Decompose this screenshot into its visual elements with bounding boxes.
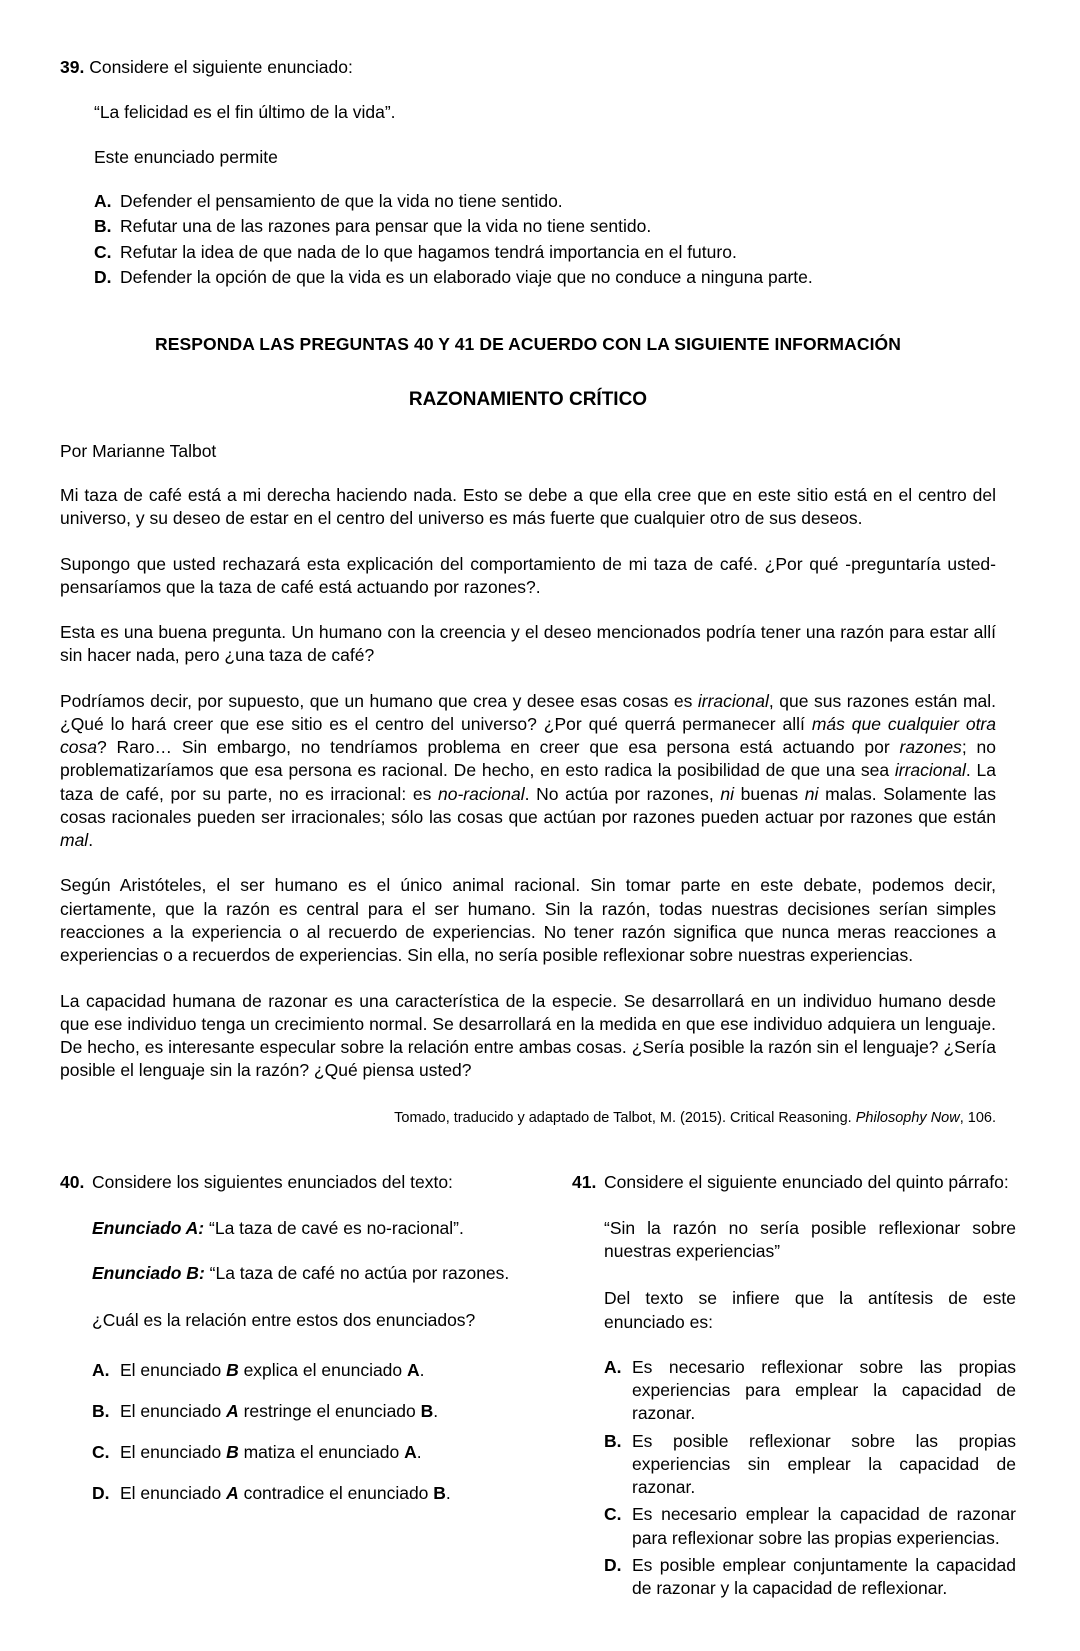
question-40-number: 40.: [60, 1172, 85, 1193]
q41-option-b-letter: B.: [604, 1430, 622, 1451]
q41-option-d[interactable]: [604, 1554, 1016, 1601]
q40-option-b-letter: B.: [92, 1400, 110, 1421]
option-c-letter: C.: [94, 241, 112, 262]
option-b-letter: B.: [94, 216, 112, 237]
option-b[interactable]: [94, 214, 996, 239]
statement-b-text: “La taza de café no actúa por razones.: [204, 1262, 510, 1283]
q41-option-b-text: Es posible reflexionar sobre las propias experiencias sin emplear la capacidad de razonar.: [632, 1430, 1016, 1498]
q41-option-b[interactable]: [604, 1430, 1016, 1500]
question-40-statement-a: [92, 1217, 526, 1240]
q41-option-d-text: Es posible emplear conjuntamente la capacidad de razonar y la capacidad de reflexionar.: [632, 1554, 1016, 1599]
passage-paragraph-3: Esta es una buena pregunta. Un humano con la creencia y el deseo mencionados podría tener una razón para estar allí sin hacer nada, pero ¿una taza de café?: [60, 622, 996, 666]
statement-a-label: Enunciado A:: [92, 1217, 205, 1238]
question-41-options: [604, 1356, 1016, 1601]
option-d[interactable]: [94, 265, 996, 290]
question-40-stem-text: Considere los siguientes enunciados del texto:: [92, 1172, 453, 1193]
option-a[interactable]: [94, 189, 996, 214]
q40-option-a[interactable]: [92, 1359, 526, 1382]
question-40-sub-question: ¿Cuál es la relación entre estos dos enunciados?: [92, 1310, 476, 1331]
question-41-number: 41.: [572, 1172, 597, 1193]
question-40-statement-b: [92, 1262, 526, 1285]
passage-paragraph-4: Podríamos decir, por supuesto, que un humano que crea y desee esas cosas es irracional, que sus razones están mal. ¿Qué lo hará creer que ese sitio es el centro del universo? ¿Por qué querrá permanecer allí más que cualquier otra cosa? Raro… Sin embargo, no tendríamos problema en creer que esa persona está actuando por razones; no problematizaríamos que esa persona es racional. De hecho, en esto radica la posibilidad de que una sea irracional. La taza de café, por su parte, no es irracional: es no-racional. No actúa por razones, ni buenas ni malas. Solamente las cosas racionales pueden ser irracionales; sólo las cosas que actúan por razones pueden actuar por razones que están mal.: [60, 690, 996, 851]
option-a-text: Defender el pensamiento de que la vida no tiene sentido.: [120, 191, 563, 212]
question-40: [60, 1171, 526, 1604]
passage-paragraph-1: Mi taza de café está a mi derecha haciendo nada. Esto se debe a que ella cree que en este sitio está en el centro del universo, y su deseo de estar en el centro del universo es más fuerte que cualquier otro de sus deseos.: [60, 485, 996, 529]
passage-paragraph-6: La capacidad humana de razonar es una característica de la especie. Se desarrollará en un individuo humano desde que ese individuo tenga un crecimiento normal. Se desarrollará en la medida en que ese individuo adquiera un lenguaje. De hecho, es interesante especular sobre la relación entre ambas cosas. ¿Sería posible la razón sin el lenguaje? ¿Sería posible el lenguaje sin la razón? ¿Qué piensa usted?: [60, 990, 996, 1081]
option-d-letter: D.: [94, 266, 112, 287]
q40-option-b[interactable]: [92, 1400, 526, 1423]
question-41: [572, 1171, 1016, 1604]
question-39-stem: [60, 56, 996, 79]
q40-option-c[interactable]: [92, 1441, 526, 1464]
passage-body: [60, 484, 996, 1083]
instruction-heading: RESPONDA LAS PREGUNTAS 40 Y 41 DE ACUERDO CON LA SIGUIENTE INFORMACIÓN: [155, 334, 901, 355]
passage-byline: Por Marianne Talbot: [60, 441, 217, 462]
question-40-stem: [60, 1171, 526, 1194]
question-41-quote: “Sin la razón no sería posible reflexionar sobre nuestras experiencias”: [604, 1217, 1016, 1261]
question-40-options: [92, 1359, 526, 1506]
question-41-sub-question: Del texto se infiere que la antítesis de este enunciado es:: [604, 1288, 1016, 1332]
q40-option-a-letter: A.: [92, 1359, 110, 1380]
q41-option-a[interactable]: [604, 1356, 1016, 1426]
question-39-stem-text: Considere el siguiente enunciado:: [89, 57, 353, 77]
q40-option-a-text: El enunciado B explica el enunciado A.: [120, 1359, 425, 1380]
q41-option-c-text: Es necesario emplear la capacidad de razonar para reflexionar sobre las propias experiencias.: [632, 1504, 1016, 1548]
q41-option-d-letter: D.: [604, 1554, 622, 1575]
q41-option-a-text: Es necesario reflexionar sobre las propias experiencias para emplear la capacidad de razonar.: [632, 1356, 1016, 1424]
q40-option-c-letter: C.: [92, 1442, 110, 1463]
question-39-options: [94, 189, 996, 290]
passage-citation: Tomado, traducido y adaptado de Talbot, M. (2015). Critical Reasoning. Philosophy Now, 106.: [394, 1109, 996, 1126]
option-c-text: Refutar la idea de que nada de lo que hagamos tendrá importancia en el futuro.: [120, 241, 737, 262]
passage-paragraph-5: Según Aristóteles, el ser humano es el único animal racional. Sin tomar parte en este debate, podemos decir, ciertamente, que la razón es central para el ser humano. Sin la razón, todas nuestras decisiones serían simples reacciones a la experiencia o al recuerdo de experiencias. No tener razón significa que nunca meras reacciones a experiencias o a recuerdos de experiencias. Sin ella, no sería posible reflexionar sobre nuestras experiencias.: [60, 875, 996, 966]
statement-b-label: Enunciado B:: [92, 1262, 205, 1283]
q41-option-c-letter: C.: [604, 1504, 622, 1525]
questions-columns: [60, 1171, 1016, 1604]
question-41-stem-text: Considere el siguiente enunciado del quinto párrafo:: [604, 1172, 1009, 1193]
question-39-quote: “La felicidad es el fin último de la vida”.: [94, 102, 396, 123]
question-41-stem: [572, 1171, 1016, 1194]
question-39: [60, 56, 996, 290]
option-d-text: Defender la opción de que la vida es un elaborado viaje que no conduce a ninguna parte.: [120, 266, 813, 287]
question-39-lead: Este enunciado permite: [94, 147, 278, 168]
q40-option-b-text: El enunciado A restringe el enunciado B.: [120, 1400, 439, 1421]
question-39-number: 39.: [60, 57, 85, 77]
q40-option-c-text: El enunciado B matiza el enunciado A.: [120, 1442, 422, 1463]
q40-option-d-letter: D.: [92, 1483, 110, 1504]
passage-title: RAZONAMIENTO CRÍTICO: [408, 389, 648, 411]
q41-option-a-letter: A.: [604, 1356, 622, 1377]
passage-paragraph-2: Supongo que usted rechazará esta explicación del comportamiento de mi taza de café. ¿Por qué -preguntaría usted- pensaríamos que la taza de café está actuando por razones?.: [60, 553, 996, 597]
option-b-text: Refutar una de las razones para pensar que la vida no tiene sentido.: [120, 216, 652, 237]
q40-option-d[interactable]: [92, 1482, 526, 1505]
q40-option-d-text: El enunciado A contradice el enunciado B.: [120, 1483, 451, 1504]
statement-a-text: “La taza de cavé es no-racional”.: [204, 1217, 464, 1238]
q41-option-c[interactable]: [604, 1503, 1016, 1550]
option-c[interactable]: [94, 240, 996, 265]
option-a-letter: A.: [94, 191, 112, 212]
